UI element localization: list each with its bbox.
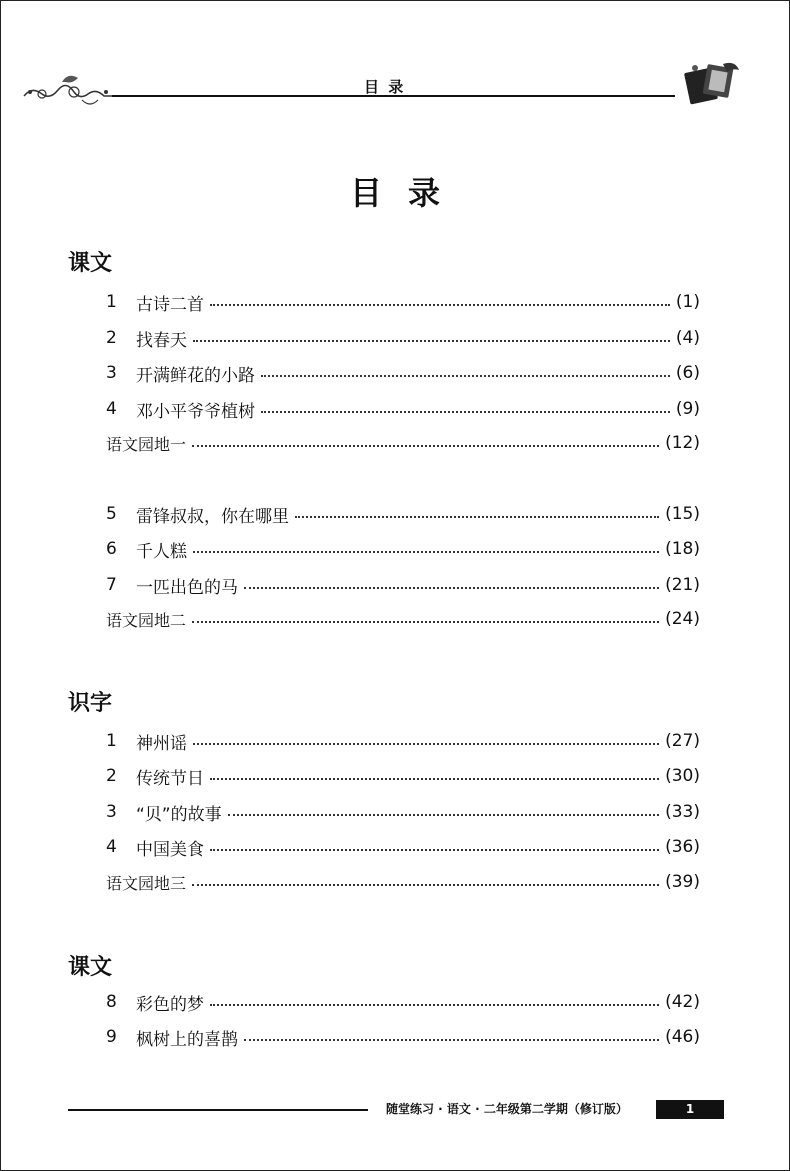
entry-title: 传统节日 bbox=[136, 768, 204, 789]
entry-page: (30) bbox=[665, 766, 700, 786]
toc-entry[interactable] bbox=[106, 570, 700, 600]
entry-title: 语文园地三 bbox=[106, 873, 187, 893]
entry-page: (1) bbox=[675, 292, 700, 312]
dot-leader bbox=[193, 340, 670, 342]
entry-page: (33) bbox=[665, 802, 700, 822]
section-heading: 识字 bbox=[68, 691, 113, 716]
toc-entry-garden[interactable] bbox=[106, 867, 700, 897]
toc-entry[interactable] bbox=[106, 287, 700, 317]
entry-number: 4 bbox=[106, 399, 117, 419]
toc-entry[interactable] bbox=[106, 987, 700, 1017]
footer-rule bbox=[68, 1109, 368, 1111]
dot-leader bbox=[192, 445, 659, 447]
toc-entry[interactable] bbox=[106, 797, 700, 827]
entry-page: (9) bbox=[675, 399, 700, 419]
dot-leader bbox=[295, 516, 659, 518]
toc-entry[interactable] bbox=[106, 726, 700, 756]
entry-page: (24) bbox=[665, 609, 700, 629]
dot-leader bbox=[210, 304, 670, 306]
entry-title: 神州谣 bbox=[136, 733, 187, 754]
entry-title: 雷锋叔叔，你在哪里 bbox=[136, 506, 289, 527]
dot-leader bbox=[261, 375, 670, 377]
dot-leader bbox=[192, 884, 659, 886]
page-number: 1 bbox=[656, 1100, 724, 1119]
dot-leader bbox=[193, 551, 659, 553]
entry-page: (46) bbox=[665, 1027, 700, 1047]
toc-entry-garden[interactable] bbox=[106, 428, 700, 458]
entry-title: 语文园地二 bbox=[106, 610, 187, 630]
toc-entry[interactable] bbox=[106, 1022, 700, 1052]
dot-leader bbox=[261, 411, 670, 413]
entry-number: 2 bbox=[106, 766, 117, 786]
section-heading: 课文 bbox=[68, 251, 113, 276]
entry-page: (15) bbox=[665, 504, 700, 524]
entry-title: 古诗二首 bbox=[136, 294, 204, 315]
entry-page: (6) bbox=[675, 363, 700, 383]
entry-title: 中国美食 bbox=[136, 839, 204, 860]
entry-title: 枫树上的喜鹊 bbox=[136, 1029, 238, 1050]
entry-page: (27) bbox=[665, 731, 700, 751]
toc-entry[interactable] bbox=[106, 499, 700, 529]
flourish-ornament-icon bbox=[22, 70, 117, 114]
entry-number: 8 bbox=[106, 992, 117, 1012]
toc-entry[interactable] bbox=[106, 761, 700, 791]
toc-entry-garden[interactable] bbox=[106, 604, 700, 634]
entry-title: 开满鲜花的小路 bbox=[136, 365, 255, 386]
entry-title: 邓小平爷爷植树 bbox=[136, 401, 255, 422]
dot-leader bbox=[193, 743, 659, 745]
entry-number: 1 bbox=[106, 292, 117, 312]
page-title: 目录 bbox=[349, 174, 466, 212]
entry-title: 找春天 bbox=[136, 330, 187, 351]
section-heading: 课文 bbox=[68, 955, 113, 980]
entry-number: 9 bbox=[106, 1027, 117, 1047]
book-stack-icon bbox=[683, 60, 743, 110]
dot-leader bbox=[210, 778, 659, 780]
toc-entry[interactable] bbox=[106, 323, 700, 353]
entry-number: 3 bbox=[106, 363, 117, 383]
footer-book-title: 随堂练习 · 语文 · 二年级第二学期（修订版） bbox=[386, 1102, 628, 1116]
entry-title: “贝”的故事 bbox=[136, 804, 222, 825]
entry-number: 2 bbox=[106, 328, 117, 348]
dot-leader bbox=[228, 814, 659, 816]
entry-number: 6 bbox=[106, 539, 117, 559]
toc-entry[interactable] bbox=[106, 534, 700, 564]
entry-page: (42) bbox=[665, 992, 700, 1012]
dot-leader bbox=[192, 621, 659, 623]
entry-title: 彩色的梦 bbox=[136, 994, 204, 1015]
dot-leader bbox=[244, 587, 659, 589]
entry-number: 7 bbox=[106, 575, 117, 595]
running-header-title: 目 录 bbox=[364, 78, 406, 96]
entry-number: 3 bbox=[106, 802, 117, 822]
dot-leader bbox=[244, 1039, 659, 1041]
entry-number: 4 bbox=[106, 837, 117, 857]
entry-page: (12) bbox=[665, 433, 700, 453]
entry-title: 千人糕 bbox=[136, 541, 187, 562]
entry-title: 语文园地一 bbox=[106, 434, 187, 454]
entry-page: (39) bbox=[665, 872, 700, 892]
dot-leader bbox=[210, 1004, 659, 1006]
dot-leader bbox=[210, 849, 659, 851]
entry-page: (18) bbox=[665, 539, 700, 559]
entry-title: 一匹出色的马 bbox=[136, 577, 238, 598]
toc-entry[interactable] bbox=[106, 358, 700, 388]
entry-number: 5 bbox=[106, 504, 117, 524]
entry-number: 1 bbox=[106, 731, 117, 751]
toc-entry[interactable] bbox=[106, 394, 700, 424]
entry-page: (4) bbox=[675, 328, 700, 348]
entry-page: (36) bbox=[665, 837, 700, 857]
toc-entry[interactable] bbox=[106, 832, 700, 862]
entry-page: (21) bbox=[665, 575, 700, 595]
